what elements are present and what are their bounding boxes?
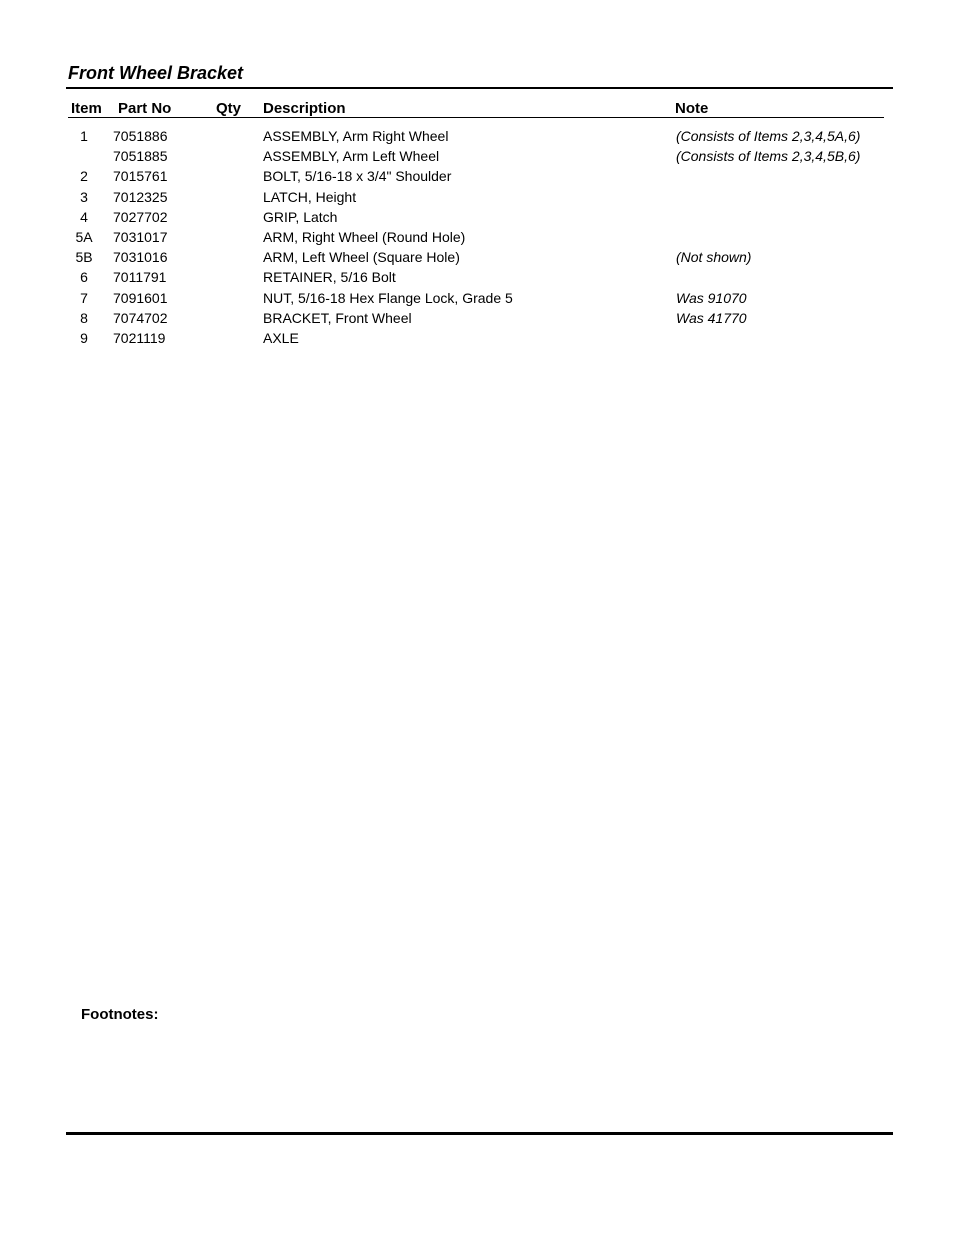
cell-description: AXLE <box>263 329 299 346</box>
cell-note: (Consists of Items 2,3,4,5A,6) <box>676 128 861 144</box>
cell-description: NUT, 5/16-18 Hex Flange Lock, Grade 5 <box>263 289 513 306</box>
cell-part-no: 7074702 <box>113 309 168 326</box>
table-row <box>0 187 954 207</box>
cell-item: 4 <box>80 208 88 225</box>
table-row <box>0 146 954 166</box>
cell-description: BOLT, 5/16-18 x 3/4" Shoulder <box>263 168 452 185</box>
cell-part-no: 7051885 <box>113 148 168 165</box>
cell-note: (Not shown) <box>676 249 752 266</box>
parts-table <box>0 126 954 348</box>
cell-part-no: 7031017 <box>113 228 168 245</box>
cell-note: (Consists of Items 2,3,4,5B,6) <box>676 148 861 165</box>
header-part-no: Part No <box>118 100 172 117</box>
cell-part-no: 7031016 <box>113 249 168 266</box>
cell-item: 2 <box>80 168 88 185</box>
table-row <box>0 288 954 308</box>
header-item: Item <box>71 100 102 117</box>
table-row <box>0 267 954 287</box>
footnotes-label: Footnotes: <box>81 1006 159 1023</box>
cell-description: ASSEMBLY, Arm Left Wheel <box>263 148 440 165</box>
header-note: Note <box>675 100 709 117</box>
header-divider <box>68 117 884 118</box>
cell-part-no: 7091601 <box>113 289 168 306</box>
cell-description: ASSEMBLY, Arm Right Wheel <box>263 128 449 144</box>
cell-item: 5B <box>75 249 93 266</box>
cell-part-no: 7027702 <box>113 208 168 225</box>
table-row <box>0 166 954 186</box>
cell-description: BRACKET, Front Wheel <box>263 309 412 326</box>
cell-item: 9 <box>80 329 88 346</box>
title-divider <box>66 87 893 89</box>
table-row <box>0 247 954 267</box>
cell-item: 5A <box>75 228 93 245</box>
table-row <box>0 328 954 348</box>
cell-description: ARM, Right Wheel (Round Hole) <box>263 228 466 245</box>
cell-item: 3 <box>80 188 88 205</box>
cell-note: Was 41770 <box>676 309 747 326</box>
cell-part-no: 7051886 <box>113 128 168 144</box>
table-row <box>0 207 954 227</box>
cell-item: 6 <box>80 269 88 286</box>
cell-part-no: 7021119 <box>113 329 166 346</box>
cell-part-no: 7011791 <box>113 269 167 286</box>
cell-part-no: 7015761 <box>113 168 168 185</box>
table-row <box>0 308 954 328</box>
table-row <box>0 227 954 247</box>
cell-item: 1 <box>80 128 88 144</box>
table-row <box>0 126 954 146</box>
cell-description: GRIP, Latch <box>263 208 338 225</box>
header-qty: Qty <box>216 100 242 117</box>
cell-description: ARM, Left Wheel (Square Hole) <box>263 249 460 266</box>
cell-description: LATCH, Height <box>263 188 357 205</box>
header-description: Description <box>263 100 346 117</box>
cell-item: 7 <box>80 289 88 306</box>
footer-divider <box>66 1132 893 1135</box>
cell-part-no: 7012325 <box>113 188 168 205</box>
cell-description: RETAINER, 5/16 Bolt <box>263 269 396 286</box>
cell-note: Was 91070 <box>676 289 747 306</box>
cell-item: 8 <box>80 309 88 326</box>
page-title: Front Wheel Bracket <box>68 63 244 83</box>
